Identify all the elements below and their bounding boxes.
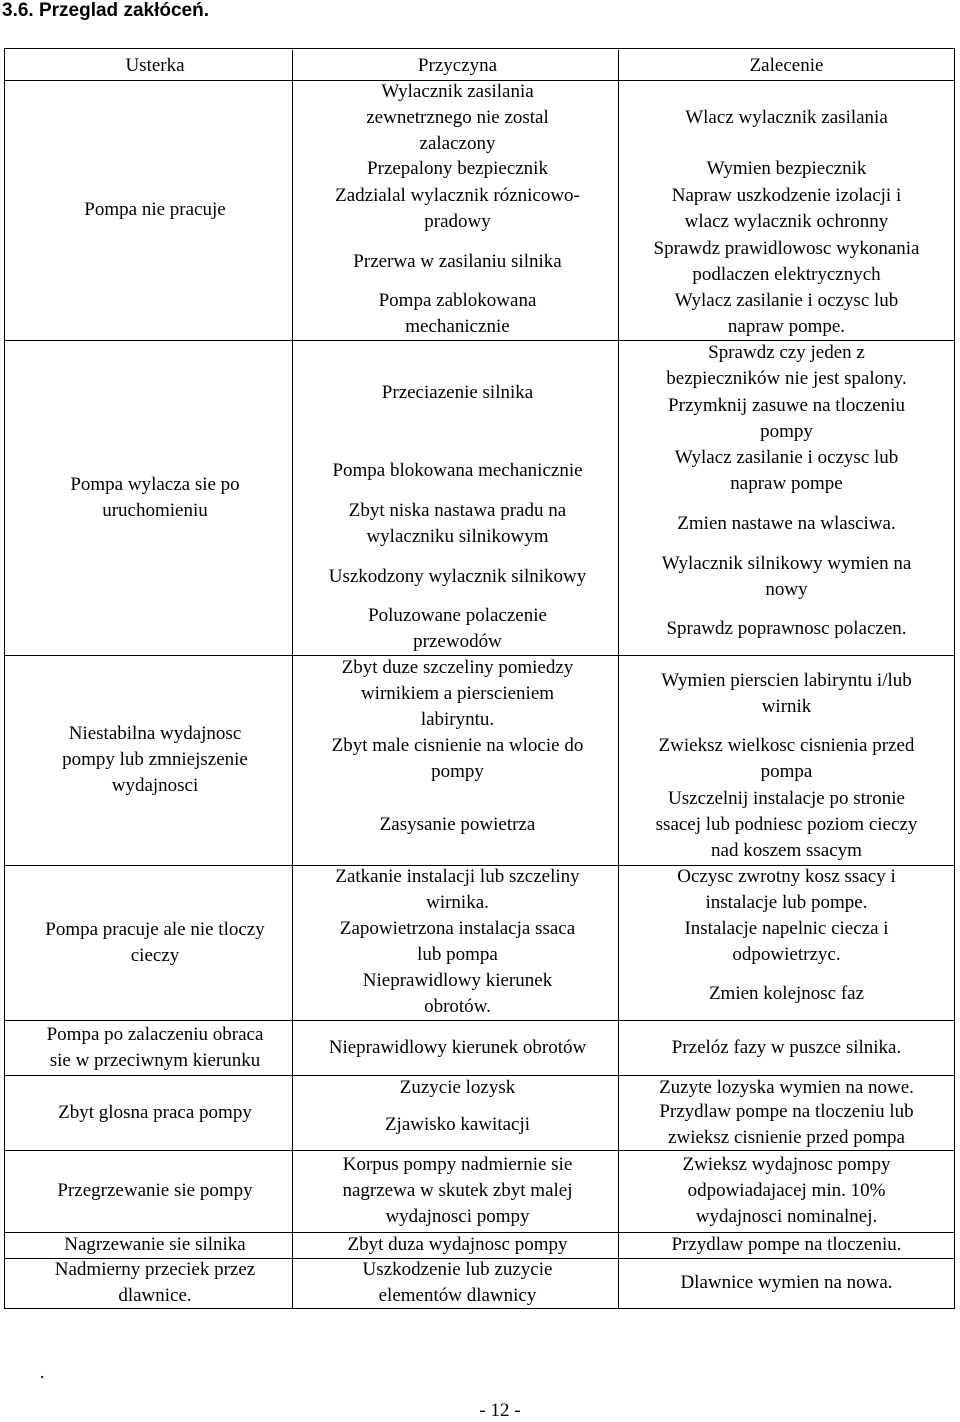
recommendation-cell-text: Sprawdz czy jeden z bezpieczników nie jest spalony. (666, 342, 907, 389)
header-recommendation (618, 52, 955, 80)
fault-cell (18, 1232, 292, 1258)
column-divider-left (292, 50, 293, 1308)
recommendation-cell-text: Zuzyte lozyska wymien na nowe. (659, 1076, 914, 1098)
cause-cell-text: Uszkodzenie lub zuzycie elementów dlawnicy (362, 1259, 553, 1306)
cause-cell (300, 655, 615, 732)
recommendation-cell (618, 1075, 955, 1100)
cause-cell-text: Zasysanie powietrza (379, 814, 536, 835)
fault-cell (18, 1258, 292, 1308)
cause-cell-text: Poluzowane polaczenie przewodów (368, 605, 547, 652)
cause-cell (300, 1150, 615, 1232)
recommendation-cell (618, 968, 955, 1020)
cause-cell-text: Zbyt niska nastawa pradu na wylaczniku silnikowym (348, 499, 567, 547)
cause-cell-text: Zuzycie lozysk (399, 1076, 516, 1098)
column-divider-right (618, 50, 619, 1308)
recommendation-cell-text: Przydlaw pompe na tloczeniu. (671, 1234, 902, 1255)
group-divider (4, 655, 955, 656)
fault-cell (18, 80, 292, 340)
recommendation-cell-text: Uszczelnij instalacje po stronie ssacej lub podniesc poziom cieczy nad koszem ssacym (655, 788, 918, 861)
fault-cell (18, 865, 292, 1020)
recommendation-cell-text: Wylacz zasilanie i oczysc lub napraw pompe. (674, 290, 899, 337)
recommendation-cell-text: Wylacznik silnikowy wymien na nowy (661, 552, 912, 600)
cause-cell (300, 288, 615, 340)
cause-cell (300, 1100, 615, 1150)
recommendation-cell-text: Przelóz fazy w puszce silnika. (671, 1036, 902, 1058)
recommendation-cell-text: Wylacz zasilanie i oczysc lub napraw pompe (674, 447, 899, 494)
recommendation-cell (618, 340, 955, 392)
cause-cell-text: Zbyt male cisnienie na wlocie do pompy (331, 734, 584, 782)
cause-cell-text: Zjawisko kawitacji (384, 1114, 531, 1135)
recommendation-cell-text: Oczysc zwrotny kosz ssacy i instalacje lub pompe. (677, 866, 896, 913)
recommendation-cell (618, 732, 955, 785)
fault-cell-text: Pompa nie pracuje (84, 199, 226, 220)
cause-cell (300, 968, 615, 1020)
recommendation-cell (618, 182, 955, 236)
cause-cell (300, 1232, 615, 1258)
fault-cell-text: Niestabilna wydajnosc pompy lub zmniejszenie wydajnosci (62, 723, 248, 796)
fault-cell (18, 340, 292, 655)
cause-cell-text: Korpus pompy nadmiernie sie nagrzewa w skutek zbyt malej wydajnosci pompy (342, 1154, 573, 1227)
header-fault (18, 52, 292, 80)
group-divider (4, 1258, 955, 1259)
recommendation-cell (618, 1100, 955, 1150)
recommendation-cell (618, 80, 955, 155)
recommendation-cell (618, 1150, 955, 1232)
recommendation-cell-text: Wymien pierscien labiryntu i/lub wirnik (661, 669, 912, 717)
recommendation-cell-text: Napraw uszkodzenie izolacji i wlacz wylacznik ochronny (671, 185, 902, 232)
recommendation-cell-text: Wlacz wylacznik zasilania (685, 106, 888, 128)
fault-cell-text: Pompa po zalaczeniu obraca sie w przeciwnym kierunku (46, 1023, 264, 1071)
header-cause-text: Przyczyna (417, 55, 498, 76)
recommendation-cell (618, 1020, 955, 1075)
recommendation-cell (618, 155, 955, 182)
group-divider (4, 865, 955, 866)
recommendation-cell (618, 497, 955, 550)
recommendation-cell (618, 915, 955, 968)
recommendation-cell (618, 392, 955, 445)
cause-cell (300, 550, 615, 603)
recommendation-cell (618, 288, 955, 340)
recommendation-cell-text: Zwieksz wydajnosc pompy odpowiadajacej min. 10% wydajnosci nominalnej. (682, 1154, 891, 1227)
cause-cell (300, 445, 615, 497)
cause-cell (300, 785, 615, 865)
cause-cell (300, 1258, 615, 1308)
cause-cell (300, 155, 615, 182)
cause-cell-text: Wylacznik zasilania zewnetrznego nie zostal zalaczony (366, 80, 549, 154)
header-recommendation-text: Zalecenie (749, 55, 824, 76)
recommendation-cell (618, 550, 955, 603)
recommendation-cell (618, 603, 955, 655)
recommendation-cell-text: Sprawdz poprawnosc polaczen. (666, 618, 907, 639)
recommendation-cell (618, 445, 955, 497)
cause-cell-text: Zbyt duze szczeliny pomiedzy wirnikiem a pierscieniem labiryntu. (341, 656, 574, 730)
recommendation-cell-text: Przymknij zasuwe na tloczeniu pompy (668, 394, 905, 442)
cause-cell (300, 1075, 615, 1100)
cause-cell (300, 497, 615, 550)
cause-cell-text: Nieprawidlowy kierunek obrotów. (362, 970, 553, 1017)
recommendation-cell (618, 655, 955, 732)
fault-cell (18, 1075, 292, 1150)
group-divider (4, 1075, 955, 1076)
recommendation-cell (618, 1258, 955, 1308)
page-number: - 12 - (479, 1400, 521, 1421)
recommendation-cell-text: Zmien kolejnosc faz (708, 983, 865, 1004)
cause-cell (300, 732, 615, 785)
cause-cell (300, 603, 615, 655)
cause-cell (300, 340, 615, 445)
fault-cell-text: Pompa pracuje ale nie tloczy cieczy (45, 918, 265, 966)
recommendation-cell-text: Instalacje napelnic ciecza i odpowietrzyc. (684, 917, 889, 965)
cause-cell-text: Zbyt duza wydajnosc pompy (347, 1234, 568, 1255)
header-divider (4, 80, 955, 81)
recommendation-cell (618, 236, 955, 288)
group-divider (4, 1150, 955, 1151)
recommendation-cell-text: Wymien bezpiecznik (706, 157, 867, 179)
recommendation-cell (618, 1232, 955, 1258)
cause-cell-text: Uszkodzony wylacznik silnikowy (328, 565, 587, 587)
fault-cell (18, 655, 292, 865)
cause-cell (300, 80, 615, 155)
cause-cell (300, 1020, 615, 1075)
recommendation-cell (618, 785, 955, 865)
recommendation-cell-text: Dlawnice wymien na nowa. (680, 1272, 893, 1293)
fault-cell-text: Przegrzewanie sie pompy (57, 1180, 253, 1201)
fault-cell-text: Zbyt glosna praca pompy (58, 1101, 252, 1123)
fault-cell-text: Pompa wylacza sie po uruchomieniu (70, 473, 240, 521)
fault-cell-text: Nadmierny przeciek przez dlawnice. (54, 1259, 256, 1306)
cause-cell-text: Zatkanie instalacji lub szczeliny wirnika. (335, 866, 580, 913)
fault-cell (18, 1020, 292, 1075)
footer-dot: . (40, 1362, 45, 1382)
recommendation-cell (618, 865, 955, 915)
group-divider (4, 1232, 955, 1233)
fault-cell (18, 1150, 292, 1232)
recommendation-cell-text: Zwieksz wielkosc cisnienia przed pompa (658, 734, 915, 782)
recommendation-cell-text: Zmien nastawe na wlasciwa. (677, 512, 896, 534)
cause-cell (300, 236, 615, 288)
cause-cell-text: Nieprawidlowy kierunek obrotów (328, 1036, 587, 1058)
header-fault-text: Usterka (125, 55, 185, 76)
cause-cell-text: Przerwa w zasilaniu silnika (353, 251, 562, 272)
section-title: 3.6. Przeglad zakłóceń. (2, 0, 209, 21)
cause-cell-text: Przeciazenie silnika (381, 381, 534, 403)
group-divider (4, 340, 955, 341)
cause-cell (300, 915, 615, 968)
cause-cell-text: Pompa blokowana mechanicznie (332, 460, 583, 481)
cause-cell-text: Zapowietrzona instalacja ssaca lub pompa (339, 917, 576, 965)
cause-cell-text: Przepalony bezpiecznik (367, 157, 548, 179)
group-divider (4, 1020, 955, 1021)
recommendation-cell-text: Sprawdz prawidlowosc wykonania podlaczen elektrycznych (653, 238, 920, 285)
cause-cell (300, 865, 615, 915)
cause-cell (300, 182, 615, 236)
recommendation-cell-text: Przydlaw pompe na tloczeniu lub zwieksz cisnienie przed pompa (659, 1101, 914, 1148)
cause-cell-text: Pompa zablokowana mechanicznie (378, 290, 537, 337)
cause-cell-text: Zadzialal wylacznik róznicowo- pradowy (335, 185, 580, 232)
fault-cell-text: Nagrzewanie sie silnika (64, 1234, 246, 1255)
header-cause (300, 52, 615, 80)
